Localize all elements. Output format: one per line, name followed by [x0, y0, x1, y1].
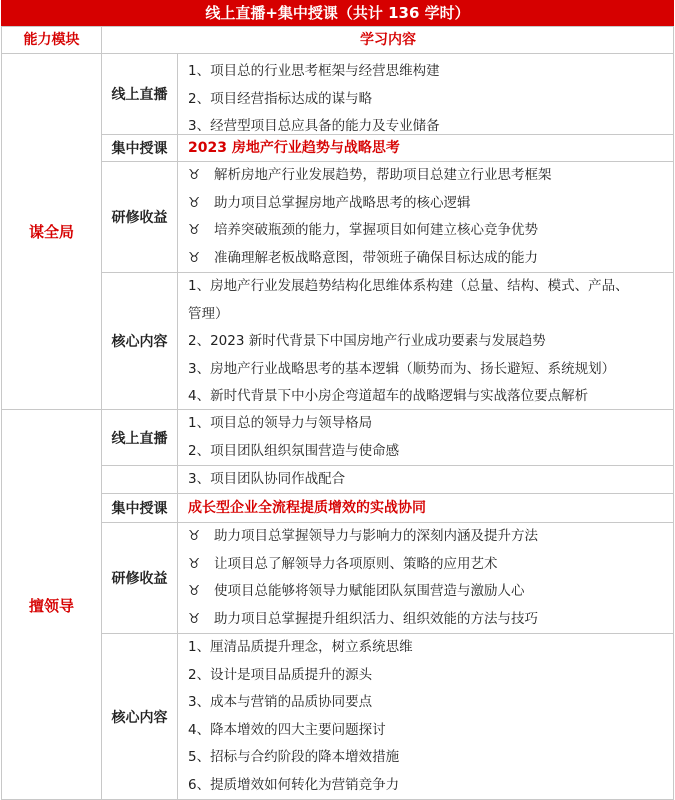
list-item: 3、经营型项目总应具备的能力及专业储备: [188, 118, 440, 134]
list-item-text: 培养突破瓶颈的能力，掌握项目如何建立核心竞争优势: [214, 222, 538, 238]
module-2-core-label: [101, 633, 177, 800]
module-1-live-content: [177, 53, 674, 134]
list-item: [188, 523, 674, 551]
module-1-course-label: [101, 134, 177, 161]
module-1-course-title: 2023 房地产行业趋势与战略思考: [188, 140, 400, 156]
taurus-glyph-icon: ♉: [188, 194, 201, 211]
list-item: 1、房地产行业发展趋势结构化思维体系构建（总量、结构、模式、产品、: [188, 278, 629, 294]
module-2-blank-cell: [101, 465, 177, 493]
list-item: 2、设计是项目品质提升的源头: [188, 666, 373, 683]
list-item-text: 助力项目总掌握房地产战略思考的核心逻辑: [214, 194, 471, 211]
list-item: 管理）: [188, 305, 229, 322]
module-2-core-content: [177, 633, 674, 800]
list-item: [188, 578, 674, 606]
list-item: [188, 162, 674, 190]
header-content: 学习内容: [101, 26, 674, 53]
module-2-live-label-text: 线上直播: [111, 430, 168, 447]
taurus-glyph-icon: ♉: [188, 222, 201, 238]
module-2-course-title: 成长型企业全流程提质增效的实战协同: [188, 500, 426, 516]
module-1-core-label-text: 核心内容: [111, 334, 168, 350]
list-item: [188, 606, 674, 634]
module-name-2: [1, 409, 101, 800]
list-item: 4、降本增效的四大主要问题探讨: [188, 721, 386, 738]
module-1-gains-label: [101, 161, 177, 272]
list-item-text: 使项目总能够将领导力赋能团队氛围营造与激励人心: [214, 583, 525, 599]
list-item: [188, 190, 674, 218]
list-item: 2、2023 新时代背景下中国房地产行业成功要素与发展趋势: [188, 333, 546, 349]
list-item-text: 准确理解老板战略意图，带领班子确保目标达成的能力: [214, 249, 538, 266]
taurus-glyph-icon: ♉: [188, 167, 201, 183]
taurus-glyph-icon: ♉: [188, 555, 201, 572]
module-1-core-content: [177, 272, 674, 409]
module-2-live-extra: [177, 465, 674, 493]
list-item-text: 助力项目总掌握提升组织活力、组织效能的方法与技巧: [214, 610, 538, 627]
module-1-live-label-text: 线上直播: [111, 87, 168, 103]
module-2-course-label: [101, 493, 177, 522]
list-item: 5、招标与合约阶段的降本增效措施: [188, 749, 400, 765]
module-1-course-title-cell: [177, 134, 674, 161]
module-2-gains-content: [177, 522, 674, 633]
list-item: 2、项目经营指标达成的谋与略: [188, 90, 373, 107]
module-1-gains-content: [177, 161, 674, 272]
table-banner: 线上直播+集中授课（共计 136 学时）: [1, 0, 674, 26]
list-item: 4、新时代背景下中小房企弯道超车的战略逻辑与实战落位要点解析: [188, 388, 589, 404]
taurus-glyph-icon: ♉: [188, 249, 201, 266]
module-1-live-label: [101, 53, 177, 134]
module-2-core-label-text: 核心内容: [111, 710, 168, 726]
module-2-course-label-text: 集中授课: [111, 501, 168, 517]
module-1-gains-label-text: 研修收益: [111, 210, 168, 226]
list-item-text: 助力项目总掌握领导力与影响力的深刻内涵及提升方法: [214, 528, 538, 544]
course-table: [1, 0, 674, 800]
taurus-glyph-icon: ♉: [188, 610, 201, 627]
module-2-gains-label: [101, 522, 177, 633]
module-1-course-label-text: 集中授课: [111, 141, 168, 157]
module-name-1: [1, 53, 101, 409]
module-2-live-content: [177, 409, 674, 465]
list-item: 6、提质增效如何转化为营销竞争力: [188, 776, 400, 793]
module-2-course-title-cell: [177, 493, 674, 522]
module-2-gains-label-text: 研修收益: [111, 571, 168, 587]
list-item: 3、项目团队协同作战配合: [188, 471, 346, 487]
module-2-live-label: [101, 409, 177, 465]
module-name-1-text: 谋全局: [28, 223, 74, 241]
list-item: 1、项目总的行业思考框架与经营思维构建: [188, 63, 440, 79]
header-module: 能力模块: [1, 26, 101, 53]
table-right-border: [673, 26, 674, 800]
list-item-text: 解析房地产行业发展趋势，帮助项目总建立行业思考框架: [214, 167, 552, 183]
taurus-glyph-icon: ♉: [188, 583, 201, 599]
list-item: [188, 245, 674, 273]
list-item: 1、厘清品质提升理念，树立系统思维: [188, 639, 413, 655]
list-item-text: 让项目总了解领导力各项原则、策略的应用艺术: [214, 555, 498, 572]
taurus-glyph-icon: ♉: [188, 528, 201, 544]
list-item: 3、房地产行业战略思考的基本逻辑（顺势而为、扬长避短、系统规划）: [188, 360, 616, 377]
list-item: [188, 551, 674, 579]
list-item: 2、项目团队组织氛围营造与使命感: [188, 442, 400, 459]
module-name-2-text: 擅领导: [28, 596, 74, 615]
list-item: [188, 217, 674, 245]
module-1-core-label: [101, 272, 177, 409]
list-item: 3、成本与营销的品质协同要点: [188, 694, 373, 710]
list-item: 1、项目总的领导力与领导格局: [188, 415, 373, 431]
